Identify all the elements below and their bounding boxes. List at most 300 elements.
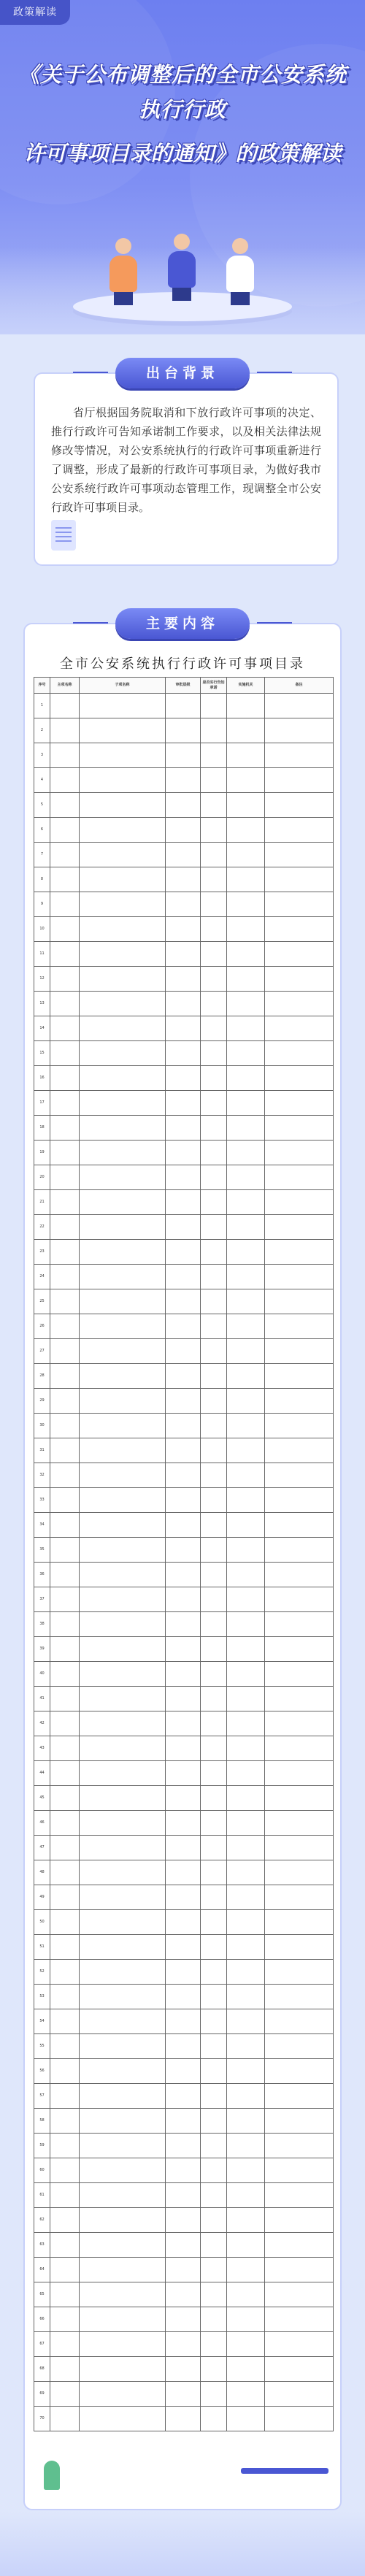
table-cell [201,2183,227,2208]
table-row [34,1141,334,1165]
table-cell [50,1910,80,1935]
table-cell [50,1935,80,1960]
table-cell [166,768,201,793]
table-row [34,718,334,743]
table-cell [227,2382,265,2407]
table-cell [50,2034,80,2059]
table-cell [227,942,265,967]
table-cell [265,1215,334,1240]
table-cell: 39 [34,1637,50,1662]
table-cell [50,1265,80,1289]
table-cell [265,1066,334,1091]
table-cell [50,1662,80,1687]
table-cell [80,1538,166,1563]
table-cell [166,2307,201,2332]
table-cell [201,1364,227,1389]
table-cell [80,1761,166,1786]
table-cell [166,1786,201,1811]
table-cell [80,2307,166,2332]
table-cell [265,2407,334,2431]
permit-table [34,677,334,2431]
table-cell [201,1587,227,1612]
table-cell [166,2134,201,2158]
table-cell [201,1066,227,1091]
table-cell: 11 [34,942,50,967]
table-cell [80,1587,166,1612]
table-cell [50,1736,80,1761]
table-cell [80,1786,166,1811]
table-row [34,1910,334,1935]
table-cell [80,1265,166,1289]
table-cell [201,2357,227,2382]
table-cell [265,768,334,793]
table-cell [201,1687,227,1711]
table-cell [166,2332,201,2357]
table-cell [50,917,80,942]
table-cell [265,818,334,843]
table-cell [227,2109,265,2134]
table-cell [80,1488,166,1513]
table-cell [166,2009,201,2034]
table-cell [227,2307,265,2332]
table-cell [80,694,166,718]
table-cell: 45 [34,1786,50,1811]
table-cell [201,1265,227,1289]
table-row [34,2233,334,2258]
table-cell [265,1662,334,1687]
table-cell [166,1885,201,1910]
table-cell [166,1488,201,1513]
table-row [34,1985,334,2009]
table-cell [80,1091,166,1116]
table-cell [201,2084,227,2109]
table-cell [80,1836,166,1860]
table-cell [201,1165,227,1190]
table-cell: 59 [34,2134,50,2158]
table-cell [80,768,166,793]
table-cell [50,1687,80,1711]
table-cell [80,1935,166,1960]
background-card [34,372,339,566]
table-cell [50,2258,80,2282]
table-cell [80,793,166,818]
table-cell [80,1637,166,1662]
table-cell: 22 [34,1215,50,1240]
table-cell [227,1637,265,1662]
table-row [34,1488,334,1513]
table-cell [166,1687,201,1711]
table-cell [201,2009,227,2034]
table-cell [265,2134,334,2158]
table-cell [227,2407,265,2431]
table-cell: 42 [34,1711,50,1736]
table-cell [265,1240,334,1265]
table-cell [227,718,265,743]
table-cell: 35 [34,1538,50,1563]
table-cell [227,1488,265,1513]
table-header: 备注 [265,678,334,694]
table-cell [166,1612,201,1637]
table-cell [80,2034,166,2059]
table-row [34,1289,334,1314]
table-cell [80,1811,166,1836]
table-cell [201,1637,227,1662]
table-row [34,1960,334,1985]
table-cell [80,1438,166,1463]
table-row [34,1761,334,1786]
table-cell [201,718,227,743]
table-cell [201,1091,227,1116]
table-cell [50,967,80,992]
table-cell [50,1836,80,1860]
table-cell [201,1041,227,1066]
table-cell [166,942,201,967]
table-cell: 43 [34,1736,50,1761]
table-cell [50,2158,80,2183]
table-cell: 66 [34,2307,50,2332]
table-cell [265,1538,334,1563]
table-cell [201,2382,227,2407]
table-cell [50,718,80,743]
table-cell [201,2332,227,2357]
table-cell [227,2258,265,2282]
table-cell: 56 [34,2059,50,2084]
table-row [34,1240,334,1265]
table-cell [80,818,166,843]
table-cell [80,1165,166,1190]
table-cell [265,2233,334,2258]
table-cell [265,1265,334,1289]
table-cell [265,2034,334,2059]
table-cell [80,867,166,892]
table-cell [227,1860,265,1885]
table-cell: 47 [34,1836,50,1860]
table-cell [166,818,201,843]
table-cell [227,1091,265,1116]
table-cell [265,743,334,768]
table-cell [50,1587,80,1612]
document-icon [51,520,76,551]
footer-decoration [0,2512,365,2576]
table-cell: 25 [34,1289,50,1314]
table-cell: 2 [34,718,50,743]
table-cell [166,992,201,1016]
table-cell [50,867,80,892]
table-cell: 33 [34,1488,50,1513]
table-cell [80,1960,166,1985]
table-cell [227,694,265,718]
table-cell [50,1414,80,1438]
table-cell [265,2009,334,2034]
table-cell: 49 [34,1885,50,1910]
table-cell [265,1438,334,1463]
table-cell [227,1612,265,1637]
table-cell [201,743,227,768]
table-cell [265,1116,334,1141]
table-cell [80,1612,166,1637]
table-cell [265,2282,334,2307]
table-cell [166,1314,201,1339]
table-cell [201,1513,227,1538]
table-cell [80,2258,166,2282]
table-cell [166,1438,201,1463]
table-cell [80,1389,166,1414]
table-cell [201,1438,227,1463]
table-cell: 16 [34,1066,50,1091]
table-cell [201,1960,227,1985]
table-cell [166,1935,201,1960]
table-cell [265,1687,334,1711]
table-cell [201,892,227,917]
table-cell [50,1215,80,1240]
table-cell: 24 [34,1265,50,1289]
table-cell: 14 [34,1016,50,1041]
table-row [34,1587,334,1612]
table-row [34,1190,334,1215]
table-cell: 63 [34,2233,50,2258]
table-cell [50,2282,80,2307]
table-row [34,2282,334,2307]
table-cell [201,2307,227,2332]
table-row [34,818,334,843]
table-cell [265,892,334,917]
table-cell [166,917,201,942]
table-cell [265,1985,334,2009]
table-row [34,2258,334,2282]
table-cell [50,2059,80,2084]
table-cell: 19 [34,1141,50,1165]
table-cell [265,1389,334,1414]
table-cell [80,2109,166,2134]
table-cell [227,1885,265,1910]
table-cell [227,1587,265,1612]
table-cell [166,2034,201,2059]
table-cell [227,1836,265,1860]
table-cell [227,818,265,843]
table-cell [201,694,227,718]
table-cell [50,1141,80,1165]
table-cell [265,1612,334,1637]
table-cell [201,2134,227,2158]
table-cell [201,1538,227,1563]
table-cell [227,1240,265,1265]
table-cell: 31 [34,1438,50,1463]
table-cell [166,1985,201,2009]
table-cell [265,793,334,818]
table-cell [50,1240,80,1265]
background-text: 省厅根据国务院取消和下放行政许可事项的决定、推行行政许可告知承诺制工作要求，以及相关法律法规修改等情况，对公安系统执行的行政许可事项重新进行了调整，形成了最新的行政许可事项目录，为做好我市公安系统行政许可事项动态管理工作，现调整全市公安行政许可事项目录。 [51,406,321,514]
table-cell [166,1165,201,1190]
table-cell [227,917,265,942]
table-row [34,2158,334,2183]
table-cell: 4 [34,768,50,793]
section-title-main-content: 主要内容 [115,608,250,639]
table-cell [201,967,227,992]
table-cell [50,1513,80,1538]
table-cell [265,1736,334,1761]
table-cell [265,1960,334,1985]
table-row [34,1687,334,1711]
table-cell [201,2034,227,2059]
table-cell [265,1091,334,1116]
hero-banner [0,0,365,334]
table-cell [265,2357,334,2382]
page-title-line2: 许可事项目录的通知》的政策解读 [23,141,342,166]
table-cell [80,2357,166,2382]
table-cell [201,793,227,818]
table-cell: 60 [34,2158,50,2183]
table-cell [166,1538,201,1563]
table-row [34,1364,334,1389]
table-cell [227,2158,265,2183]
table-row [34,942,334,967]
table-cell [166,967,201,992]
table-cell [227,1141,265,1165]
table-cell [201,2258,227,2282]
table-cell [227,793,265,818]
table-row [34,2208,334,2233]
table-cell [201,1240,227,1265]
table-cell [227,1339,265,1364]
table-cell [166,1637,201,1662]
table-cell [80,1711,166,1736]
table-cell [80,1513,166,1538]
table-cell [50,1563,80,1587]
table-cell [227,1538,265,1563]
table-cell: 51 [34,1935,50,1960]
table-cell [80,2134,166,2158]
table-cell: 48 [34,1860,50,1885]
table-row [34,892,334,917]
table-cell: 6 [34,818,50,843]
table-cell [80,1985,166,2009]
section-title-background: 出台背景 [115,358,250,388]
table-cell [227,1066,265,1091]
table-cell [166,1513,201,1538]
table-cell [166,2183,201,2208]
table-cell [227,768,265,793]
table-cell: 68 [34,2357,50,2382]
table-cell [227,2282,265,2307]
table-cell: 12 [34,967,50,992]
table-cell [201,2158,227,2183]
table-cell: 64 [34,2258,50,2282]
table-row [34,1935,334,1960]
table-cell [166,1587,201,1612]
table-cell [80,2282,166,2307]
table-cell [50,818,80,843]
table-cell [201,917,227,942]
table-cell [80,2332,166,2357]
table-cell: 21 [34,1190,50,1215]
table-cell [166,1711,201,1736]
table-row [34,1414,334,1438]
table-cell [265,1587,334,1612]
table-cell [227,1935,265,1960]
table-cell [80,1339,166,1364]
table-cell [201,2109,227,2134]
table-row [34,2134,334,2158]
table-cell [201,1662,227,1687]
table-cell [166,2357,201,2382]
table-cell [265,1041,334,1066]
table-cell [166,1016,201,1041]
table-cell [80,1563,166,1587]
table-cell [80,718,166,743]
table-cell: 58 [34,2109,50,2134]
table-cell [50,2357,80,2382]
table-cell [227,2084,265,2109]
table-cell [166,1116,201,1141]
table-cell [50,2208,80,2233]
table-cell [166,1364,201,1389]
table-header: 序号 [34,678,50,694]
table-cell: 52 [34,1960,50,1985]
table-cell [50,2183,80,2208]
table-row [34,2059,334,2084]
table-cell: 32 [34,1463,50,1488]
table-cell [50,1711,80,1736]
table-cell [201,2208,227,2233]
table-cell [80,2084,166,2109]
table-cell: 50 [34,1910,50,1935]
table-cell [201,1761,227,1786]
table-cell [166,2282,201,2307]
table-cell [265,2109,334,2134]
table-cell [265,694,334,718]
table-cell [201,1612,227,1637]
table-cell: 20 [34,1165,50,1190]
table-cell [201,818,227,843]
table-cell: 61 [34,2183,50,2208]
table-cell [201,2059,227,2084]
table-row [34,2109,334,2134]
table-cell [80,2208,166,2233]
table-cell [166,1265,201,1289]
table-cell [166,1091,201,1116]
table-cell [166,1463,201,1488]
table-cell [265,917,334,942]
table-cell [166,1910,201,1935]
table-cell [80,2009,166,2034]
table-cell: 34 [34,1513,50,1538]
table-cell [201,2233,227,2258]
table-cell [80,1860,166,1885]
table-cell [265,1414,334,1438]
table-cell [50,1314,80,1339]
table-row [34,2407,334,2431]
table-cell [166,2059,201,2084]
table-cell [265,2258,334,2282]
table-cell [227,1761,265,1786]
table-header: 主项名称 [50,678,80,694]
table-row [34,1091,334,1116]
table-row [34,2009,334,2034]
table-cell [166,694,201,718]
table-cell [227,1016,265,1041]
table-cell [80,1885,166,1910]
table-cell [80,843,166,867]
table-cell [80,1141,166,1165]
table-cell [201,768,227,793]
table-cell [166,2208,201,2233]
table-cell [50,1438,80,1463]
table-cell: 23 [34,1240,50,1265]
table-cell [227,1811,265,1836]
table-cell [265,1711,334,1736]
table-cell [80,1190,166,1215]
table-cell [80,2059,166,2084]
